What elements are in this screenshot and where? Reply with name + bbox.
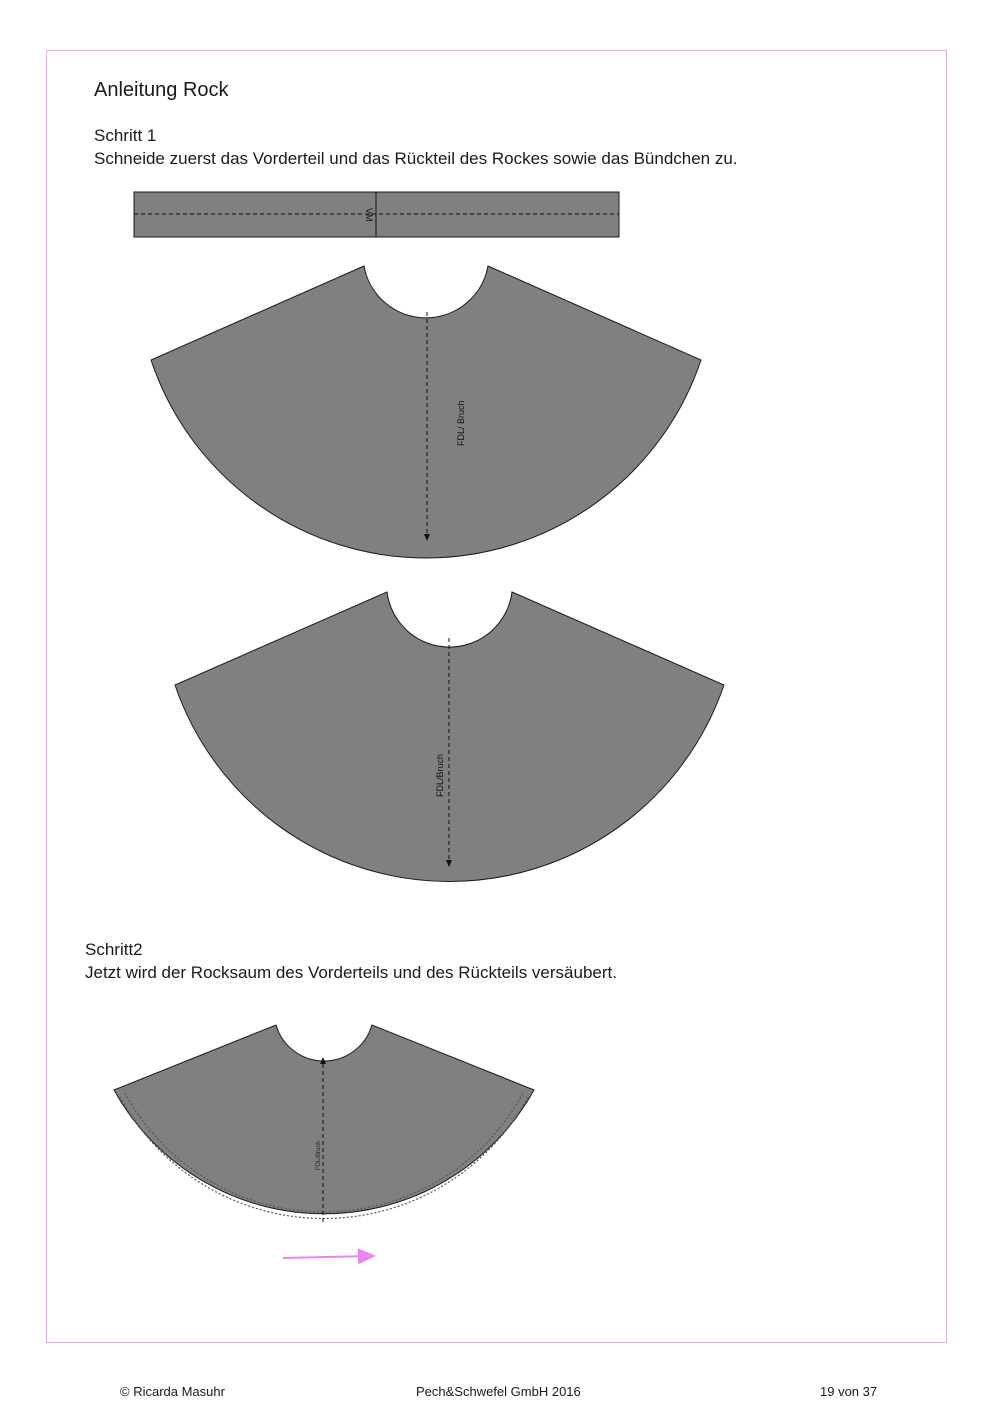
skirt-back-piece	[175, 592, 724, 881]
footer-company: Pech&Schwefel GmbH 2016	[416, 1384, 581, 1399]
waistband-label: VM	[364, 208, 374, 222]
direction-arrow	[283, 1256, 370, 1258]
step1-text: Schneide zuerst das Vorderteil und das Rückteil des Rockes sowie das Bündchen zu.	[94, 149, 738, 168]
skirt-front-piece	[151, 266, 701, 558]
footer-author: © Ricarda Masuhr	[120, 1384, 225, 1399]
skirt-hem-piece	[114, 1025, 534, 1222]
footer-page-number: 19 von 37	[820, 1384, 878, 1399]
page-title: Anleitung Rock	[94, 79, 229, 101]
hem-piece-label: FDL/Bruch	[316, 1141, 322, 1170]
back-piece-label: FDL/Bruch	[435, 753, 445, 797]
step2-text: Jetzt wird der Rocksaum des Vorderteils und des Rückteils versäubert.	[85, 963, 617, 982]
step1-heading: Schritt 1	[94, 126, 157, 145]
step2-heading: Schritt2	[85, 940, 143, 959]
waistband-piece	[134, 192, 619, 237]
front-piece-label: FDL/ Bruch	[456, 400, 466, 446]
